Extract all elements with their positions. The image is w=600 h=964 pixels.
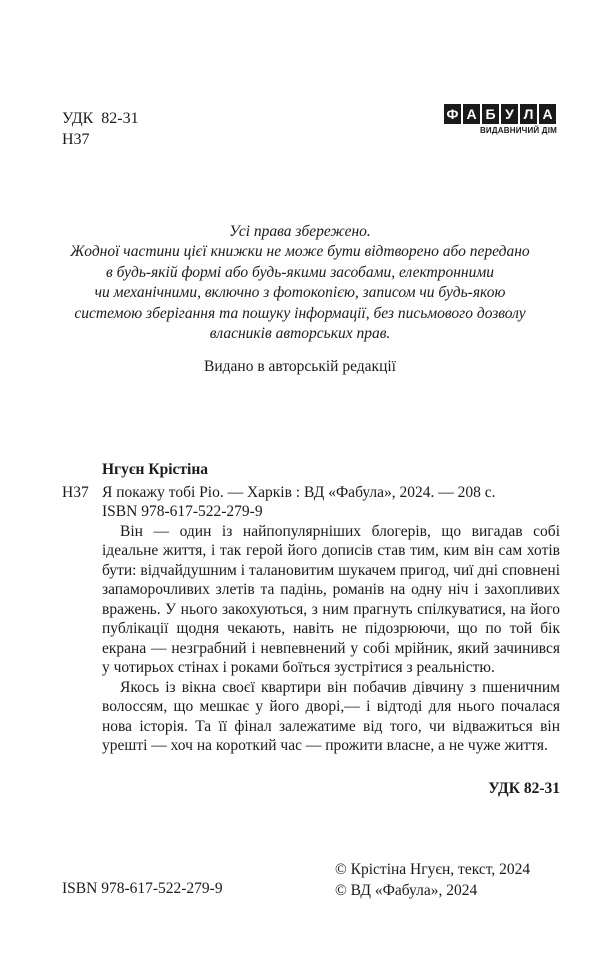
copyright-block [335, 859, 530, 901]
annotation-paragraph: Якось із вікна своєї квартири він побачив дівчину з пшеничним волоссям, що мешкає у його дворі,— і відтоді для нього почалася нова історія. Та її фінал залежатиме від того, чи відважиться він урешті — хоч на короткий час — прожити власне, а не чуже життя. [102, 678, 560, 754]
biblio-code: Н37 [62, 483, 89, 501]
rights-notice [40, 222, 560, 344]
annotation-paragraph: Він — один із найпопулярніших блогерів, що вигадав собі ідеальне життя, і так герой його дописів став тим, ким він сам хотів бути: відчайдушним і талановитим шукачем пригод, чиї дні сповнені запаморочливих злетів та падінь, романів на одну ніч і захопливих вражень. У нього закохуються, з ним прагнуть спілкуватися, на його публікації щодня чекають, навіть не підозрюючи, що по той бік екрана — незграбний і невпевнений у собі мрійник, який зачинився у чотирьох стінах і роками боїться зустрітися з реальністю. [102, 522, 560, 676]
copyright-line: © Крістіна Нгуєн, текст, 2024 [335, 861, 531, 878]
logo-letter: А [463, 104, 480, 124]
rights-line: власників авторських прав. [209, 325, 391, 343]
udk-footer: УДК 82-31 [488, 780, 560, 797]
logo-letters [440, 104, 560, 124]
copyright-line: © ВД «Фабула», 2024 [335, 882, 478, 899]
biblio-entry [62, 483, 560, 522]
biblio-author: Нгуєн Крістіна [102, 461, 208, 478]
publisher-logo [440, 104, 560, 135]
logo-letter: Л [520, 104, 537, 124]
rights-line: Жодної частини цієї книжки не може бути відтворено або передано [70, 243, 530, 261]
udk-line [62, 108, 139, 129]
logo-letter: А [539, 104, 556, 124]
udk-value: 82-31 [101, 110, 139, 127]
rights-line: в будь-якій формі або будь-якими засобами, електронними [105, 263, 495, 281]
author-sign: Н37 [62, 131, 90, 148]
udk-label: УДК [62, 110, 94, 127]
biblio-isbn: ISBN 978-617-522-279-9 [102, 503, 263, 520]
isbn-footer: ISBN 978-617-522-279-9 [62, 880, 223, 897]
rights-line: системою зберігання та пошуку інформації, без письмового дозволу [74, 304, 526, 322]
logo-letter: У [501, 104, 518, 124]
rights-line: Усі права збережено. [229, 223, 371, 240]
logo-letter: Б [482, 104, 499, 124]
bibliographic-record [62, 460, 560, 756]
logo-subtitle: ВИДАВНИЧИЙ ДІМ [479, 126, 557, 135]
annotation [62, 522, 560, 756]
biblio-title: Я покажу тобі Ріо. — Харків : ВД «Фабула», 2024. — 208 с. [102, 483, 496, 501]
rights-line: чи механічними, включно з фотокопією, записом чи будь-якою [94, 284, 506, 302]
edition-note: Видано в авторській редакції [204, 358, 396, 375]
logo-letter: Ф [444, 104, 461, 124]
biblio-entry-text [102, 483, 560, 522]
udk-header [62, 108, 139, 150]
